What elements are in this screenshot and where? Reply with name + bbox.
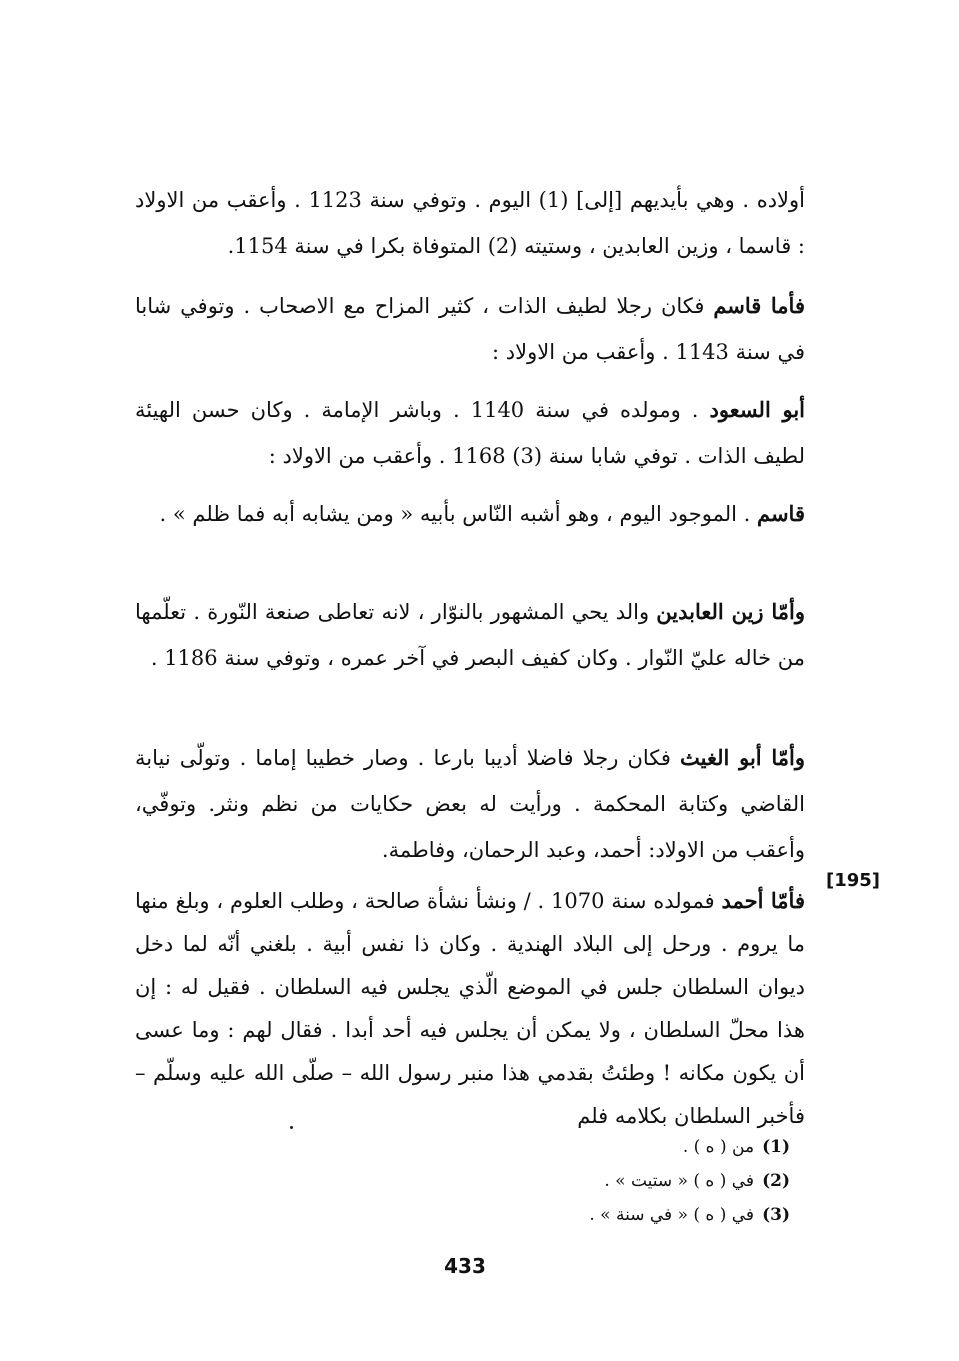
footnote-3 (500, 1198, 790, 1232)
footnote-2-text: في ( ه ) « ستيت » . (604, 1171, 755, 1191)
paragraph-4-lead: قاسم (756, 501, 805, 526)
paragraph-3-text: . ومولده في سنة 1140 . وباشر الإمامة . وكان حسن الهيئة لطيف الذات . توفي شابا سنة (3) 1168 . وأعقب من الاولاد : (135, 398, 805, 468)
ink-speck (290, 1126, 293, 1129)
paragraph-3-lead: أبو السعود (709, 397, 805, 422)
paragraph-4 (135, 491, 805, 537)
paragraph-6-text: فكان رجلا فاضلا أديبا بارعا . وصار خطيبا إماما . وتولّى نيابة القاضي وكتابة المحكمة . ورأيت له بعض حكايات من نظم ونثر. وتوفّي، وأعقب من الاولاد: أحمد، وعبد الرحمان، وفاطمة. (135, 746, 805, 862)
paragraph-2-text: فكان رجلا لطيف الذات ، كثير المزاح مع الاصحاب . وتوفي شابا في سنة 1143 . وأعقب من الاولاد : (135, 294, 805, 364)
paragraph-1-text: أولاده . وهي بأيديهم [إلى] (1) اليوم . وتوفي سنة 1123 . وأعقب من الاولاد : قاسما ، وزين العابدين ، وستيته (2) المتوفاة بكرا في سنة 1154. (135, 188, 805, 258)
page-number: 433 (444, 1254, 486, 1278)
footnote-1 (500, 1130, 790, 1164)
footnote-3-number: (3) (762, 1205, 790, 1225)
paragraph-5-lead: وأمّا زين العابدين (656, 599, 805, 624)
footnote-2-number: (2) (762, 1171, 790, 1191)
paragraph-5-text: والد يحي المشهور بالنوّار ، لانه تعاطى صنعة النّورة . تعلّمها من خاله عليّ النّوار . وكان كفيف البصر في آخر عمره ، وتوفي سنة 1186 . (135, 600, 805, 670)
footnote-1-text: من ( ه ) . (682, 1137, 755, 1157)
paragraph-7 (135, 879, 805, 1138)
paragraph-6-lead: وأمّا أبو الغيث (680, 745, 805, 770)
paragraph-1 (135, 177, 805, 269)
paragraph-6 (135, 735, 805, 873)
footnote-3-text: في ( ه ) « في سنة » . (589, 1205, 755, 1225)
footnote-2 (500, 1164, 790, 1198)
paragraph-2-lead: فأما قاسم (713, 293, 805, 318)
paragraph-5 (135, 589, 805, 681)
footnote-1-number: (1) (762, 1137, 790, 1157)
paragraph-4-text: . الموجود اليوم ، وهو أشبه النّاس بأبيه « ومن يشابه أبه فما ظلم » . (159, 502, 757, 526)
paragraph-7-text: فمولده سنة 1070 . / ونشأ نشأة صالحة ، وطلب العلوم ، وبلغ منها ما يروم . ورحل إلى البلاد الهندية . وكان ذا نفس أبية . بلغني أنّه لما دخل ديوان السلطان جلس في الموضع الّذي يجلس فيه السلطان . فقيل له : إن هذا محلّ السلطان ، ولا يمكن أن يجلس فيه أحد أبدا . فقال لهم : وما عسى أن يكون مكانه ! وطئتُ بقدمي هذا منبر رسول الله – صلّى الله عليه وسلّم – فأخبر السلطان بكلامه فلم (135, 889, 805, 1128)
paragraph-2 (135, 283, 805, 375)
paragraph-3 (135, 387, 805, 479)
footnotes (500, 1130, 790, 1232)
margin-page-reference: [195] (826, 870, 881, 891)
paragraph-7-lead: فأمّا أحمد (721, 888, 805, 913)
